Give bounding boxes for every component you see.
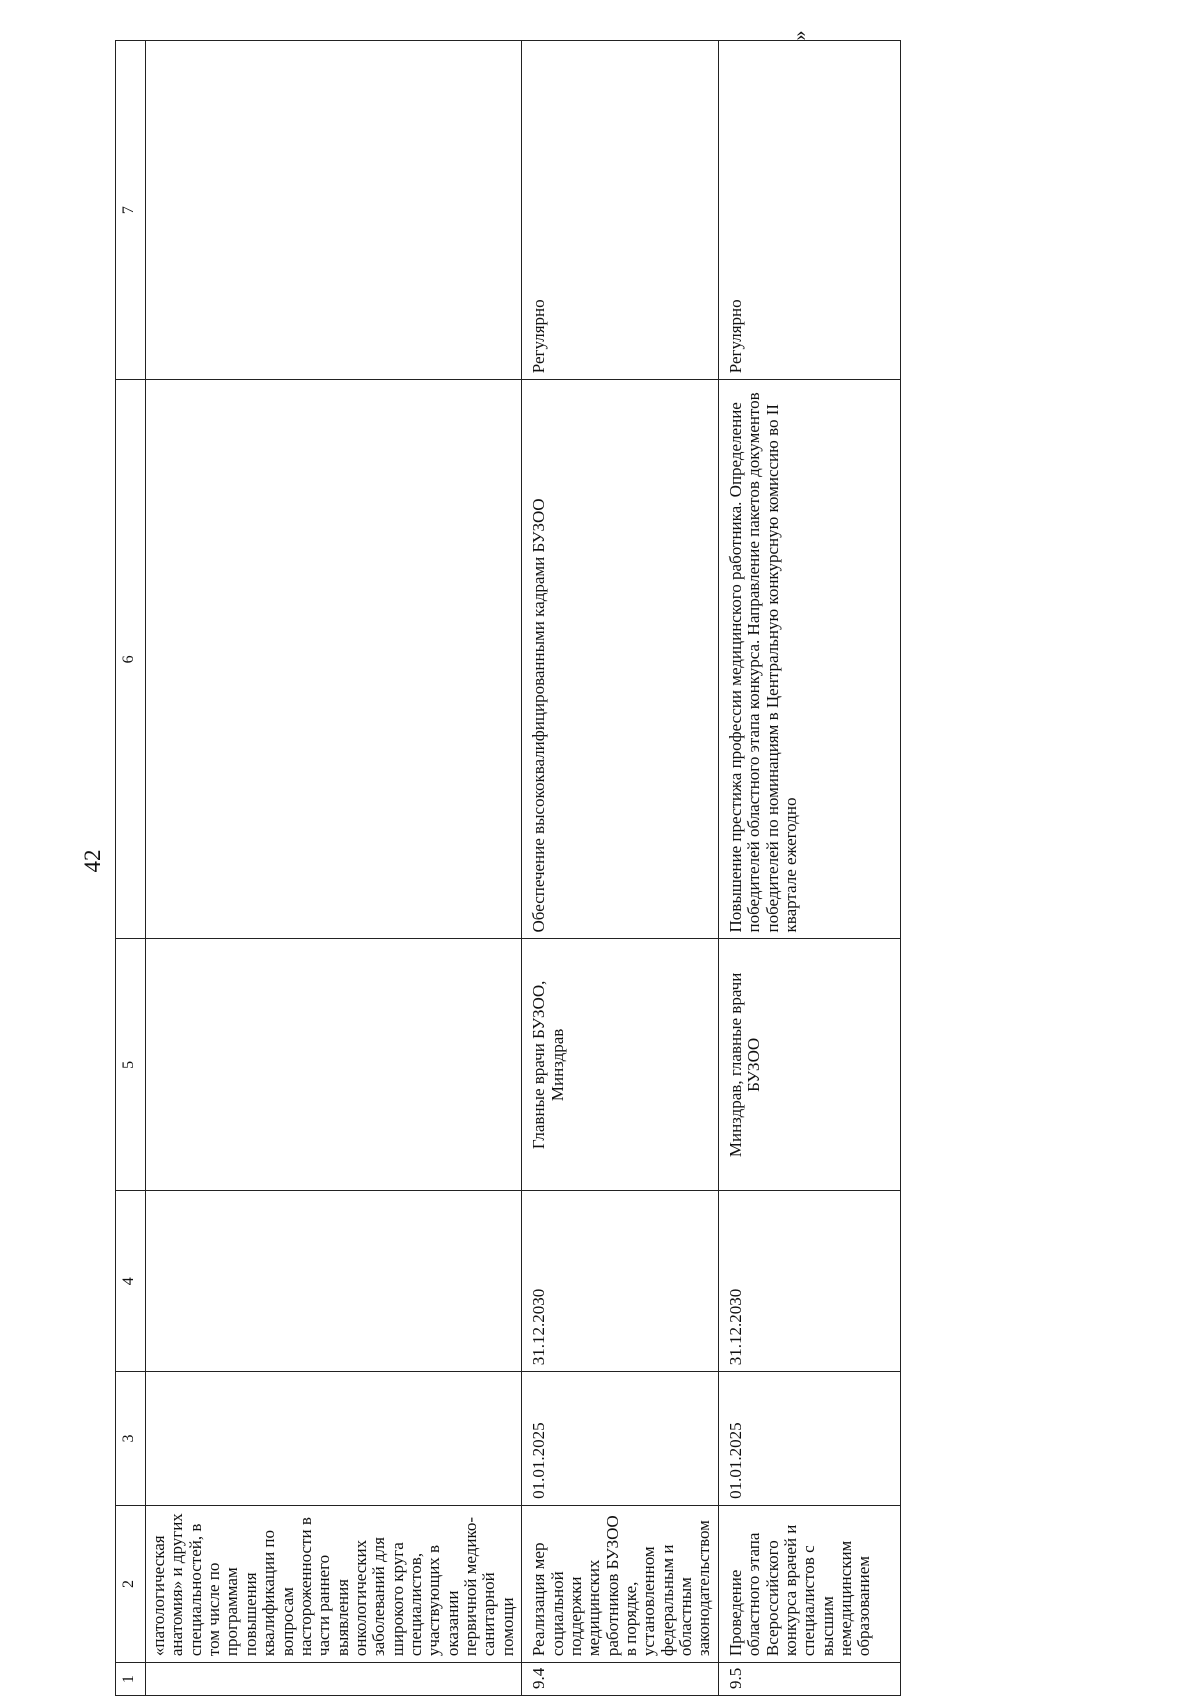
expected-result: Повышение престижа профессии медицинского работника. Определение победителей областного этапа конкурса. Направление пакетов документов победителей по номинациям в Центральную конкурсную комиссию во II квартале ежегодно — [718, 380, 900, 939]
row-number: 9.5 — [718, 1663, 900, 1696]
event-description: Реализация мер социальной поддержки медицинских работников БУЗОО в порядке, установленном федеральным и областным законодательством — [522, 1505, 719, 1662]
period — [146, 41, 522, 380]
column-header-2: 2 — [116, 1505, 146, 1662]
expected-result — [146, 380, 522, 939]
responsible: Главные врачи БУЗОО, Минздрав — [522, 939, 719, 1191]
page-number: 42 — [80, 849, 105, 873]
event-description: Проведение областного этапа Всероссийского конкурса врачей и специалистов с высшим немедицинским образованием — [718, 1505, 900, 1662]
plan-table — [115, 40, 901, 1696]
continuation-quote-mark: » — [788, 30, 811, 41]
start-date — [146, 1372, 522, 1506]
table-row — [522, 41, 719, 1696]
column-header-5: 5 — [116, 939, 146, 1191]
column-header-4: 4 — [116, 1191, 146, 1372]
end-date: 31.12.2030 — [718, 1191, 900, 1372]
responsible — [146, 939, 522, 1191]
column-number-row — [116, 41, 146, 1696]
column-header-7: 7 — [116, 41, 146, 380]
row-number — [146, 1663, 522, 1696]
rotated-table-frame — [115, 40, 874, 1696]
start-date: 01.01.2025 — [522, 1372, 719, 1506]
period: Регулярно — [522, 41, 719, 380]
column-header-1: 1 — [116, 1663, 146, 1696]
expected-result: Обеспечение высококвалифицированными кадрами БУЗОО — [522, 380, 719, 939]
column-header-6: 6 — [116, 380, 146, 939]
end-date: 31.12.2030 — [522, 1191, 719, 1372]
row-number: 9.4 — [522, 1663, 719, 1696]
rotated-table-container — [115, 40, 874, 1696]
period: Регулярно — [718, 41, 900, 380]
table-row — [718, 41, 900, 1696]
end-date — [146, 1191, 522, 1372]
column-header-3: 3 — [116, 1372, 146, 1506]
table-row — [146, 41, 522, 1696]
responsible: Минздрав, главные врачи БУЗОО — [718, 939, 900, 1191]
start-date: 01.01.2025 — [718, 1372, 900, 1506]
event-description: «патологическая анатомия» и других специальностей, в том числе по программам повышения квалификации по вопросам настороженности в части раннего выявления онкологических заболеваний для широкого круга специалистов, участвующих в оказании первичной медико-санитарной помощи — [146, 1505, 522, 1662]
